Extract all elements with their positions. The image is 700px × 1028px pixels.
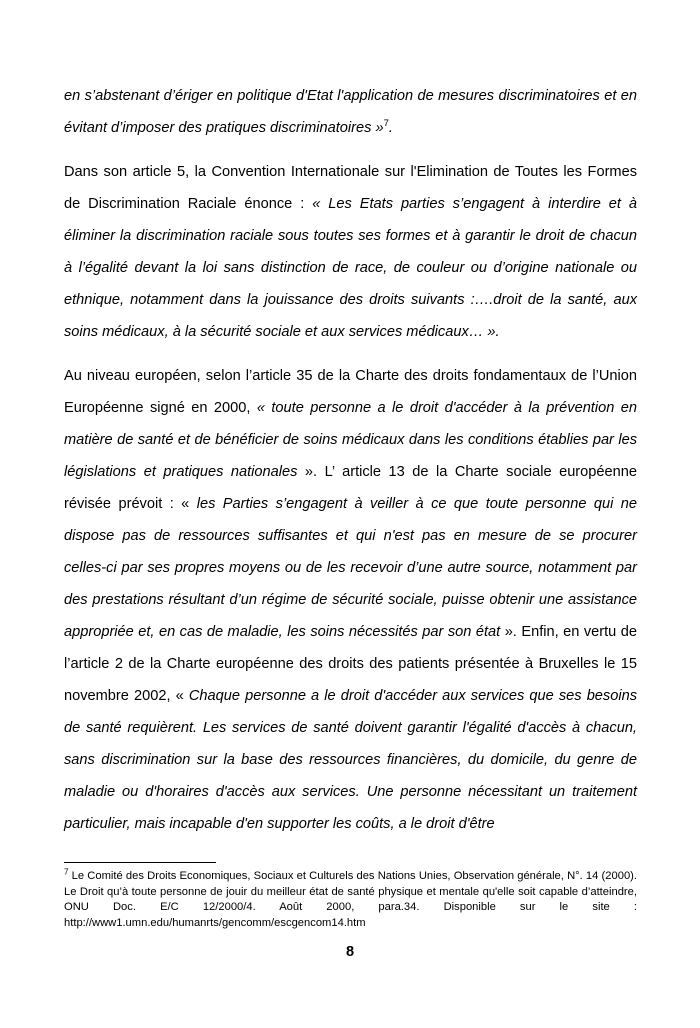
paragraph-run-italic: Chaque personne a le droit d'accéder aux services que ses besoins de santé requièrent. Les services de santé doivent garantir l'égalité d'accès à chacun, sans discrimination sur la base des ressources financières, du domicile, du genre de maladie ou d'horaires d'accès aux services. Une personne nécessitant un traitement particulier, mais incapable d'en supporter les coûts, a le droit d'être xyxy=(64,688,637,832)
paragraph-run-italic: « Les Etats parties s’engagent à interdire et à éliminer la discrimination raciale sous toutes ses formes et à garantir le droit de chacun à l’égalité devant la loi sans distinction de race, de couleur ou d’origine nationale ou ethnique, notamment dans la jouissance des droits suivants :….droit de la santé, aux soins médicaux, à la sécurité sociale et aux services médicaux… ». xyxy=(64,196,637,340)
paragraph-run-italic: les Parties s’engagent à veiller à ce que toute personne qui ne dispose pas de ressources suffisantes et qui n'est pas en mesure de se procurer celles‑ci par ses propres moyens ou de les recevoir d’une autre source, notamment par des prestations résultant d’un régime de sécurité sociale, puisse obtenir une assistance appropriée et, en cas de maladie, les soins nécessités par son état xyxy=(64,496,637,640)
footnote-area xyxy=(64,862,637,931)
paragraph-run-roman: Dans son article 5, la Convention Internationale sur l'Elimination de Toutes les Formes de Discrimination Raciale énonce : xyxy=(64,164,637,212)
paragraph-run-italic: en s’abstenant d’ériger en politique d'Etat l'application de mesures discriminatoires et en évitant d’imposer des pratiques discriminatoires » xyxy=(64,88,637,136)
document-body xyxy=(64,80,637,840)
paragraph-article-5-cerd xyxy=(64,156,637,348)
footnote-separator-rule xyxy=(64,862,216,863)
paragraph-european-level xyxy=(64,360,637,840)
paragraph-run-roman: ». L’ article 13 de la Charte sociale européenne révisée prévoit : « xyxy=(64,464,637,512)
paragraph-run-roman: Au niveau européen, selon l’article 35 de la Charte des droits fondamentaux de l’Union Européenne signé en 2000, xyxy=(64,368,637,416)
footnote-body-text: Le Comité des Droits Economiques, Sociaux et Culturels des Nations Unies, Observation générale, N°. 14 (2000). Le Droit qu’à toute personne de jouir du meilleur état de santé physique et mentale qu'elle soit capable d’atteindre, ONU Doc. E/C 12/2000/4. Août 2000, para.34. Disponible sur le site : http://www1.umn.edu/humanrts/gencomm/escgencom14.htm xyxy=(64,870,637,929)
paragraph-quote-continuation xyxy=(64,80,637,144)
footnote-marker: 7 xyxy=(64,867,69,877)
paragraph-run-roman: ». Enfin, en vertu de l’article 2 de la Charte européenne des droits des patients présentée à Bruxelles le 15 novembre 2002, « xyxy=(64,624,637,704)
footnote-entry xyxy=(64,869,637,931)
footnote-reference-marker[interactable]: 7 xyxy=(383,118,389,130)
paragraph-run-italic: « toute personne a le droit d'accéder à la prévention en matière de santé et de bénéficier de soins médicaux dans les conditions établies par les législations et pratiques nationales xyxy=(64,400,637,480)
page-number: 8 xyxy=(345,944,355,960)
paragraph-run-period: . xyxy=(388,120,393,136)
